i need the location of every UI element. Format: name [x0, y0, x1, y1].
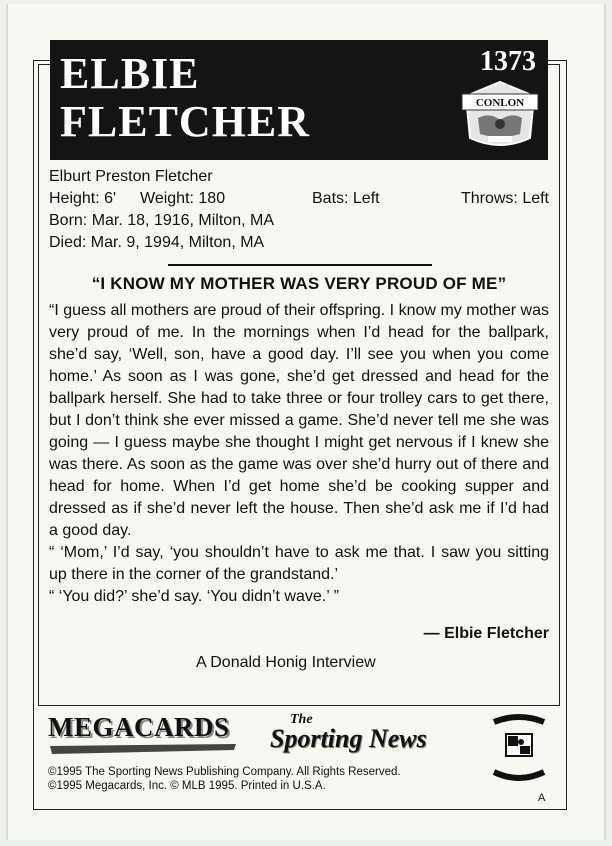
bats: Bats: Left — [312, 190, 380, 207]
player-first-name: ELBIE — [60, 49, 200, 98]
header-banner — [50, 40, 548, 160]
measurements-row — [49, 188, 549, 210]
died: Died: Mar. 9, 1994, Milton, MA — [49, 234, 265, 251]
copyright-line: ©1995 Megacards, Inc. © MLB 1995. Printed in U.S.A. — [48, 780, 326, 792]
player-name — [60, 50, 310, 146]
story-headline: “I KNOW MY MOTHER WAS VERY PROUD OF ME” — [91, 274, 507, 293]
quote-attribution: — Elbie Fletcher — [423, 625, 549, 642]
sporting-news-wordmark: Sporting News — [270, 724, 427, 753]
conlon-collection-logo-icon — [460, 78, 540, 152]
interview-credit: A Donald Honig Interview — [196, 654, 376, 671]
story-quote — [49, 300, 549, 608]
sporting-news-logo — [270, 712, 460, 762]
sporting-news-the: The — [290, 712, 313, 727]
cooperstown-collection-logo-icon — [490, 712, 548, 784]
card-number: 1373 — [480, 46, 536, 77]
divider — [168, 264, 432, 266]
born: Born: Mar. 18, 1916, Milton, MA — [49, 212, 274, 229]
megacards-swoosh-icon — [48, 742, 238, 756]
weight: Weight: 180 — [140, 190, 226, 207]
quote-paragraph: “I guess all mothers are proud of their offspring. I know my mother was very proud of me. In the mornings when I’d head for the ballpark, she’d say, ‘Well, son, have a good day. I’ll see you when you come home.’ As soon as I was gone, she’d get dressed and head for the ballpark herself. She had to take three or four trolley cars to get there, but I don’t think she ever missed a game. She’d never tell me she was going — I guess maybe she thought I might get nervous if I knew she was there. As soon as the game was over she’d hurry out of there and head for home. When I’d get home she’d be cooking supper and dressed as if she’d never left the house. Then she’d ask me if I’d had a good day. — [49, 302, 549, 539]
copyright — [48, 765, 401, 793]
full-name: Elburt Preston Fletcher — [49, 168, 213, 185]
print-letter: A — [538, 792, 546, 804]
player-vitals — [49, 166, 549, 254]
megacards-logo: MEGACARDS — [48, 712, 230, 742]
throws: Throws: Left — [460, 190, 549, 207]
height: Height: 6' — [49, 190, 117, 207]
quote-paragraph: “ ‘You did?’ she’d say. ‘You didn’t wave.’ ” — [49, 588, 339, 605]
copyright-line: ©1995 The Sporting News Publishing Company. All Rights Reserved. — [48, 766, 401, 778]
svg-text:CONLON: CONLON — [475, 97, 525, 109]
quote-paragraph: “ ‘Mom,’ I’d say, ‘you shouldn’t have to ask me that. I saw you sitting up there in the corner of the grandstand.’ — [49, 544, 549, 583]
player-last-name: FLETCHER — [60, 97, 311, 146]
